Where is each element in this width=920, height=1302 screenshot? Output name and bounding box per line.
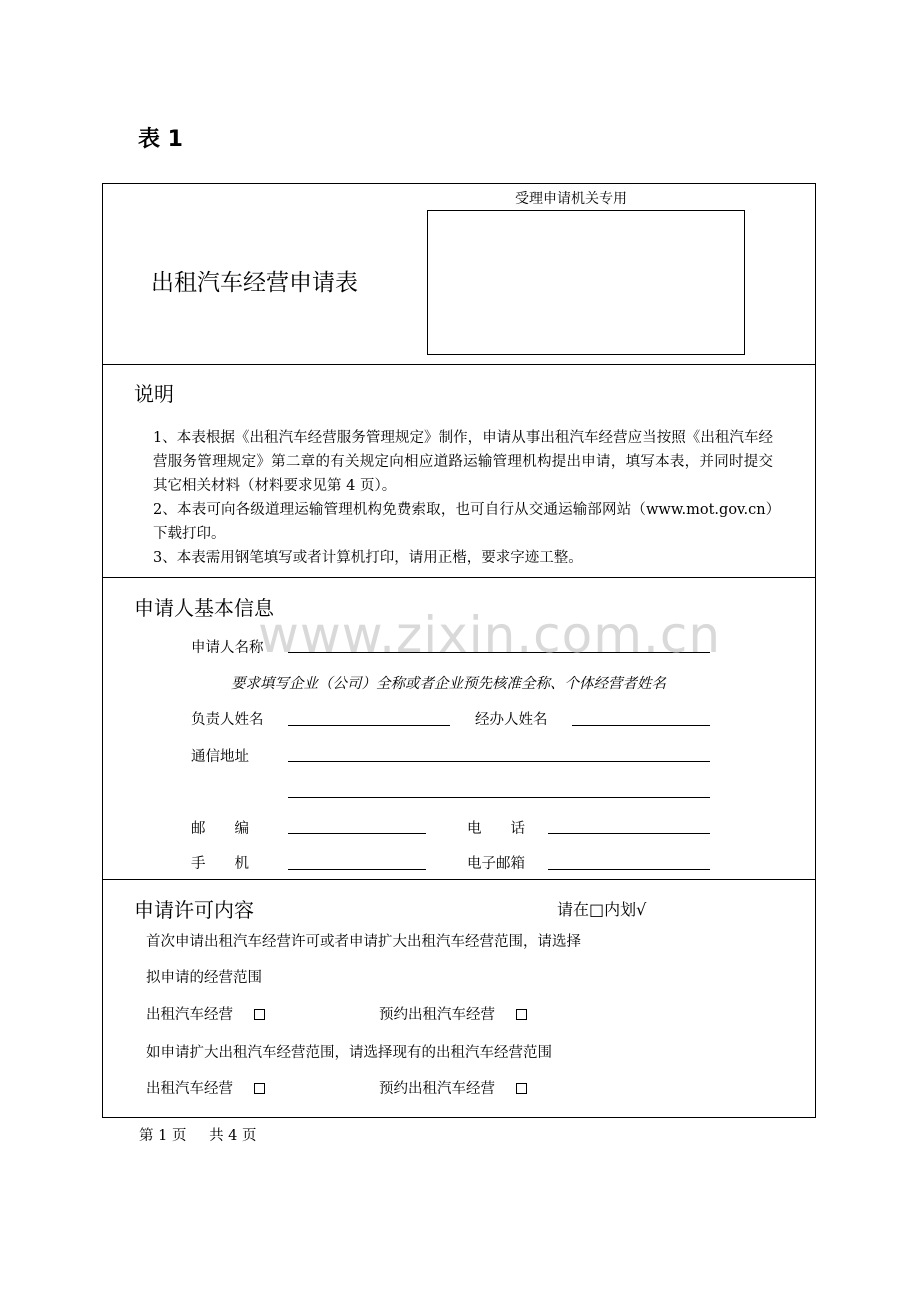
email-label: 电子邮箱 <box>467 856 525 872</box>
applicant-name-label: 申请人名称 <box>191 640 264 656</box>
page-total: 共 4 页 <box>209 1128 257 1144</box>
section-divider <box>103 577 815 578</box>
postcode-label: 邮 编 <box>191 821 249 837</box>
option-ride-hailing-checkbox[interactable] <box>516 1009 527 1020</box>
watermark-text: www.zixin.com.cn <box>258 606 722 664</box>
office-use-box <box>427 210 745 355</box>
option-taxi-checkbox[interactable] <box>254 1009 265 1020</box>
page-number: 第 1 页 <box>139 1128 187 1144</box>
phone-field[interactable] <box>548 833 710 834</box>
phone-label: 电 话 <box>467 821 525 837</box>
option-ride-hailing-label: 预约出租汽车经营 <box>379 1007 495 1023</box>
existing-option-ride-hailing-checkbox[interactable] <box>516 1083 527 1094</box>
existing-option-taxi-label: 出租汽车经营 <box>146 1081 233 1097</box>
section-divider <box>103 364 815 365</box>
existing-option-ride-hailing <box>379 1077 527 1098</box>
postcode-field[interactable] <box>288 833 426 834</box>
check-instruction: 请在□内划√ <box>557 900 647 919</box>
permit-instruction-existing: 如申请扩大出租汽车经营范围，请选择现有的出租汽车经营范围 <box>146 1045 552 1061</box>
existing-option-taxi <box>146 1077 265 1098</box>
office-use-label: 受理申请机关专用 <box>515 191 627 207</box>
mobile-field[interactable] <box>288 869 426 870</box>
existing-option-ride-hailing-label: 预约出租汽车经营 <box>379 1081 495 1097</box>
agent-label: 经办人姓名 <box>475 712 548 728</box>
option-taxi-label: 出租汽车经营 <box>146 1007 233 1023</box>
permit-section-title: 申请许可内容 <box>134 898 254 922</box>
email-field[interactable] <box>548 869 710 870</box>
mobile-label: 手 机 <box>191 856 249 872</box>
address-field-line-2[interactable] <box>288 797 710 798</box>
section-divider <box>103 879 815 880</box>
permit-instruction-scope: 拟申请的经营范围 <box>146 970 262 986</box>
instruction-item-1: 1、本表根据《出租汽车经营服务管理规定》制作，申请从事出租汽车经营应当按照《出租汽车经营服务管理规定》第二章的有关规定向相应道路运输管理机构提出申请，填写本表，并同时提交其它相关材料（材料要求见第 4 页）。 <box>153 430 773 494</box>
instruction-item-3: 3、本表需用钢笔填写或者计算机打印，请用正楷，要求字迹工整。 <box>153 550 583 566</box>
permit-instruction-first: 首次申请出租汽车经营许可或者申请扩大出租汽车经营范围，请选择 <box>146 934 581 950</box>
address-field-line-1[interactable] <box>288 761 710 762</box>
table-label: 表 1 <box>138 127 183 152</box>
form-title: 出租汽车经营申请表 <box>151 270 358 296</box>
option-taxi <box>146 1003 265 1024</box>
legal-rep-field[interactable] <box>288 725 450 726</box>
existing-option-taxi-checkbox[interactable] <box>254 1083 265 1094</box>
legal-rep-label: 负责人姓名 <box>191 712 264 728</box>
option-ride-hailing <box>379 1003 527 1024</box>
agent-field[interactable] <box>572 725 710 726</box>
applicant-name-hint: 要求填写企业（公司）全称或者企业预先核准全称、个体经营者姓名 <box>231 676 666 692</box>
applicant-section-title: 申请人基本信息 <box>134 596 274 620</box>
instructions-title: 说明 <box>134 382 174 406</box>
instruction-item-2: 2、本表可向各级道理运输管理机构免费索取，也可自行从交通运输部网站（www.mot.gov.cn）下载打印。 <box>153 502 773 542</box>
page-footer <box>139 1124 257 1145</box>
address-label: 通信地址 <box>191 749 249 765</box>
